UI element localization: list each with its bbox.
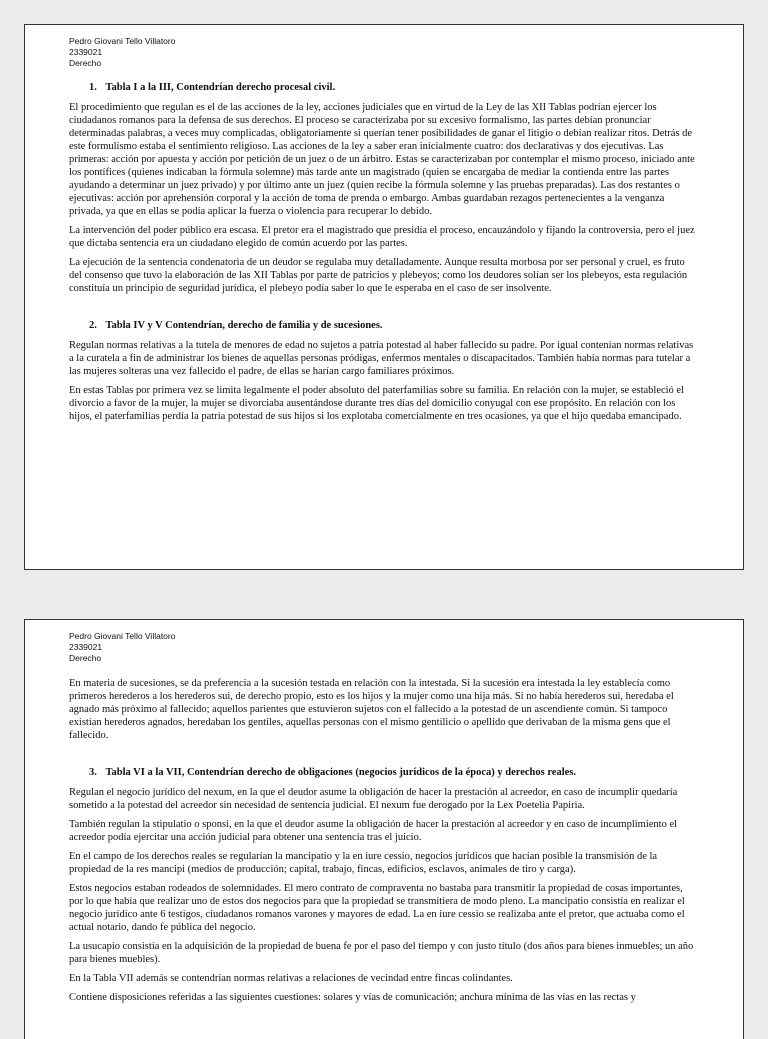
paragraph: También regulan la stipulatio o sponsi, en la que el deudor asume la obligación de hacer la prestación al acreedor y en caso de incumplimiento el acreedor podía ejercitar una acción judicial para obtener una sentencia tras el juicio.: [69, 819, 678, 843]
student-id: 2339021: [69, 47, 103, 57]
course-name: Derecho: [69, 653, 102, 663]
section-number: 3.: [89, 767, 97, 778]
paragraph: La usucapio consistía en la adquisición de la propiedad de buena fe por el paso del tiempo y con justo título (dos años para bienes inmuebles; un año para bienes muebles).: [69, 941, 694, 965]
paragraph: En estas Tablas por primera vez se limita legalmente el poder absoluto del paterfamilias sobre su familia. En relación con la mujer, se estableció el divorcio a favor de la mujer, la mujer se divorciaba ausentándose durante tres días del domicilio conyugal con ese propósito. En relación con los hijos, el paterfamilias perdía la patria potestad de sus hijos si los explotaba comercialmente en tres ocasiones, ya que el hijo quedaba emancipado.: [69, 385, 685, 422]
student-id: 2339021: [69, 642, 103, 652]
paragraph: Estos negocios estaban rodeados de solemnidades. El mero contrato de compraventa no bastaba para transmitir la propiedad de cosas importantes, por lo que había que realizar uno de estos dos negocios para que la propiedad se transmitiera de modo pleno. La mancipatio consistía en realizar el negocio jurídico ante 6 testigos, ciudadanos romanos varones y mayores de edad. La en iure cessio se realizaba ante el pretor, que actuaba como el actual notario, dando fe pública del negocio.: [69, 883, 685, 933]
paragraph: En la Tabla VII además se contendrían normas relativas a relaciones de vecindad entre fincas colindantes.: [69, 973, 513, 984]
paragraph: Regulan normas relativas a la tutela de menores de edad no sujetos a patria potestad al haber fallecido su padre. Por igual contenían normas relativas a la curatela a fin de administrar los bienes de aquellas personas pródigas, enfermos mentales o discapacitados. También había normas para tutelar a las mujeres solteras una vez fallecido el padre, de ellas se harían cargo familiares próximos.: [69, 340, 694, 377]
section-heading-2: [69, 320, 699, 331]
author-name: Pedro Giovani Tello Villatoro: [69, 631, 176, 641]
section-number: 2.: [89, 320, 97, 331]
page-header: [69, 36, 699, 69]
paragraph: Regulan el negocio jurídico del nexum, en la que el deudor asume la obligación de hacer la prestación al acreedor, en caso de incumplir quedaría sometido a la potestad del acreedor sin necesidad de sentencia judicial. El nexum fue derogado por la Lex Poetelia Papiria.: [69, 787, 678, 811]
section-title: Tabla I a la III, Contendrían derecho procesal civil.: [105, 82, 336, 93]
paragraph: El procedimiento que regulan es el de las acciones de la ley, acciones judiciales que en virtud de la Ley de las XII Tablas podrían ejercer los ciudadanos romanos para la defensa de sus derechos. El proceso se caracterizaba por su excesivo formalismo, las partes debían pronunciar determinadas palabras, a veces muy complicadas, obligatoriamente si querían tener posibilidades de ganar el litigio o debían realizar ritos. Detrás de este formulismo estaba el sentimiento religioso. Las acciones de la ley a saber eran inicialmente cuatro: dos declarativas y dos ejecutivas. Las primeras: acción por apuesta y acción por petición de un juez o de un árbitro. Estas se caracterizaban por contemplar el mismo proceso, iniciado ante los pontífices (quienes indicaban la fórmula solemne) más tarde ante un magistrado (quien se encargaba de mediar la contienda entre las partes ayudando a determinar un juez privado) y por último ante un juez (quien recibe la fórmula solemne y las pruebas preparadas). Las dos restantes o ejecutivas: acción por aprehensión corporal y la acción de toma de prenda o embargo. Ambas guardaban rezagos pertenecientes a la venganza privada, ya que en ellas se podía aplicar la fuerza o violencia para recuperar lo debido.: [69, 102, 695, 217]
paragraph: En materia de sucesiones, se da preferencia a la sucesión testada en relación con la intestada. Si la sucesión era intestada la ley establecía como primeros herederos a los herederos sui, de derecho propio, esto es los hijos y la mujer como una hija más. Si no había herederos sui, heredaba el agnado más próximo al fallecido; aquellos parientes que estuvieron sujetos con el fallecido a la potestad de un ascendiente común. Si tampoco existían herederos agnados, heredaban los gentiles, aquellas personas con el mismo gentilicio o apellido que derivaban de la misma gens que el fallecido.: [69, 678, 674, 741]
section-heading-1: [69, 82, 699, 93]
paragraph: Contiene disposiciones referidas a las siguientes cuestiones: solares y vías de comunicación; anchura mínima de las vías en las rectas y: [69, 992, 636, 1003]
section-title: Tabla VI a la VII, Contendrían derecho de obligaciones (negocios jurídicos de la época) y derechos reales.: [105, 767, 577, 778]
document-page-2: [24, 619, 744, 1039]
paragraph: La intervención del poder público era escasa. El pretor era el magistrado que presidía el proceso, encauzándolo y fijando la controversia, pero el juez que dictaba sentencia era un ciudadano elegido de común acuerdo por las partes.: [69, 225, 695, 249]
section-heading-3: [69, 767, 699, 778]
author-name: Pedro Giovani Tello Villatoro: [69, 36, 176, 46]
course-name: Derecho: [69, 58, 102, 68]
section-title: Tabla IV y V Contendrían, derecho de familia y de sucesiones.: [105, 320, 383, 331]
paragraph: En el campo de los derechos reales se regularían la mancipatio y la en iure cessio, negocios jurídicos que hacían posible la transmisión de la propiedad de la res mancipi (medios de producción; capital, trabajo, fincas, edificios, esclavos, animales de tiro y carga).: [69, 851, 658, 875]
page-header: [69, 631, 699, 664]
section-number: 1.: [89, 82, 97, 93]
document-page-1: [24, 24, 744, 570]
paragraph: La ejecución de la sentencia condenatoria de un deudor se regulaba muy detalladamente. Aunque resulta morbosa por ser personal y cruel, es fruto del consenso que tuvo la elaboración de las XII Tablas por parte de patricios y plebeyos; como los deudores solían ser los plebeyos, esta regulación constituía un principio de seguridad jurídica, el plebeyo podía saber lo que le esperaba en el caso de ser insolvente.: [69, 257, 688, 294]
